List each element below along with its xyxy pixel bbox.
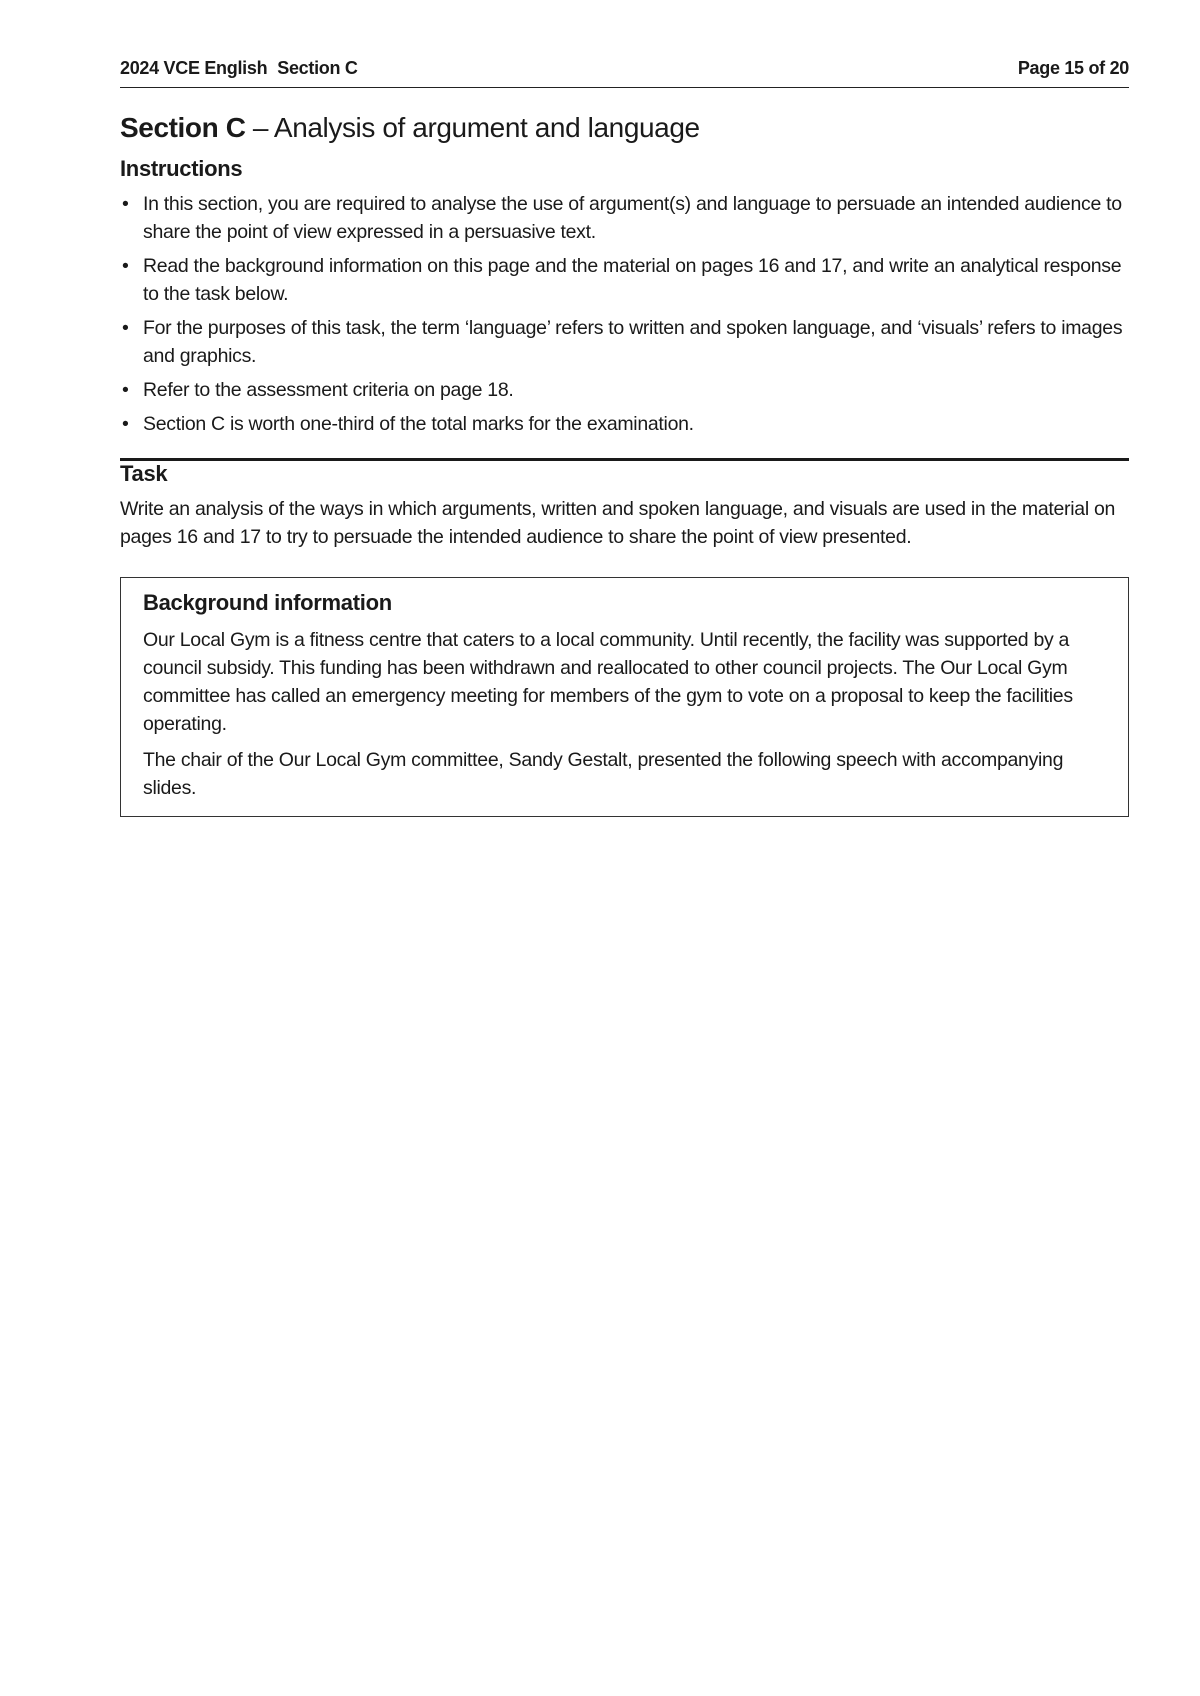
instruction-item (120, 252, 1129, 308)
bullet-icon: • (122, 255, 129, 277)
bullet-icon: • (122, 193, 129, 215)
bullet-icon: • (122, 379, 129, 401)
background-paragraph: Our Local Gym is a fitness centre that caters to a local community. Until recently, the facility was supported by a council subsidy. This funding has been withdrawn and reallocated to other council projects. The Our Local Gym committee has called an emergency meeting for members of the gym to vote on a proposal to keep the facilities operating. (143, 629, 1073, 735)
section-title-rest: – Analysis of argument and language (245, 112, 700, 143)
instruction-text: Read the background information on this page and the material on pages 16 and 17, and write an analytical response to the task below. (143, 255, 1122, 305)
header-subject: 2024 VCE English (120, 58, 268, 78)
background-heading: Background information (143, 590, 392, 615)
task-heading: Task (120, 461, 168, 486)
instruction-text: In this section, you are required to analyse the use of argument(s) and language to persuade an intended audience to share the point of view expressed in a persuasive text. (143, 193, 1122, 243)
instruction-text: Section C is worth one-third of the total marks for the examination. (143, 413, 694, 435)
running-header (120, 58, 1129, 88)
header-section: Section C (277, 58, 358, 78)
page-number: Page 15 of 20 (1017, 58, 1129, 78)
instructions-heading: Instructions (120, 156, 243, 181)
instruction-text: Refer to the assessment criteria on page 18. (143, 379, 514, 401)
instruction-text: For the purposes of this task, the term ‘language’ refers to written and spoken language, and ‘visuals’ refers to images and graphics. (143, 317, 1123, 367)
instruction-item (120, 376, 1129, 404)
section-title-bold: Section C (120, 112, 246, 143)
background-info-box (120, 577, 1129, 817)
bullet-icon: • (122, 413, 129, 435)
exam-page (120, 58, 1129, 817)
background-paragraph: The chair of the Our Local Gym committee, Sandy Gestalt, presented the following speech with accompanying slides. (143, 749, 1064, 799)
instruction-item (120, 410, 1129, 438)
instruction-item (120, 314, 1129, 370)
instruction-item (120, 190, 1129, 246)
task-text: Write an analysis of the ways in which arguments, written and spoken language, and visuals are used in the material on pages 16 and 17 to try to persuade the intended audience to share the point of view presented. (120, 498, 1116, 548)
instructions-list (120, 190, 1129, 438)
header-left (120, 58, 358, 79)
bullet-icon: • (122, 317, 129, 339)
section-title (120, 112, 1129, 144)
